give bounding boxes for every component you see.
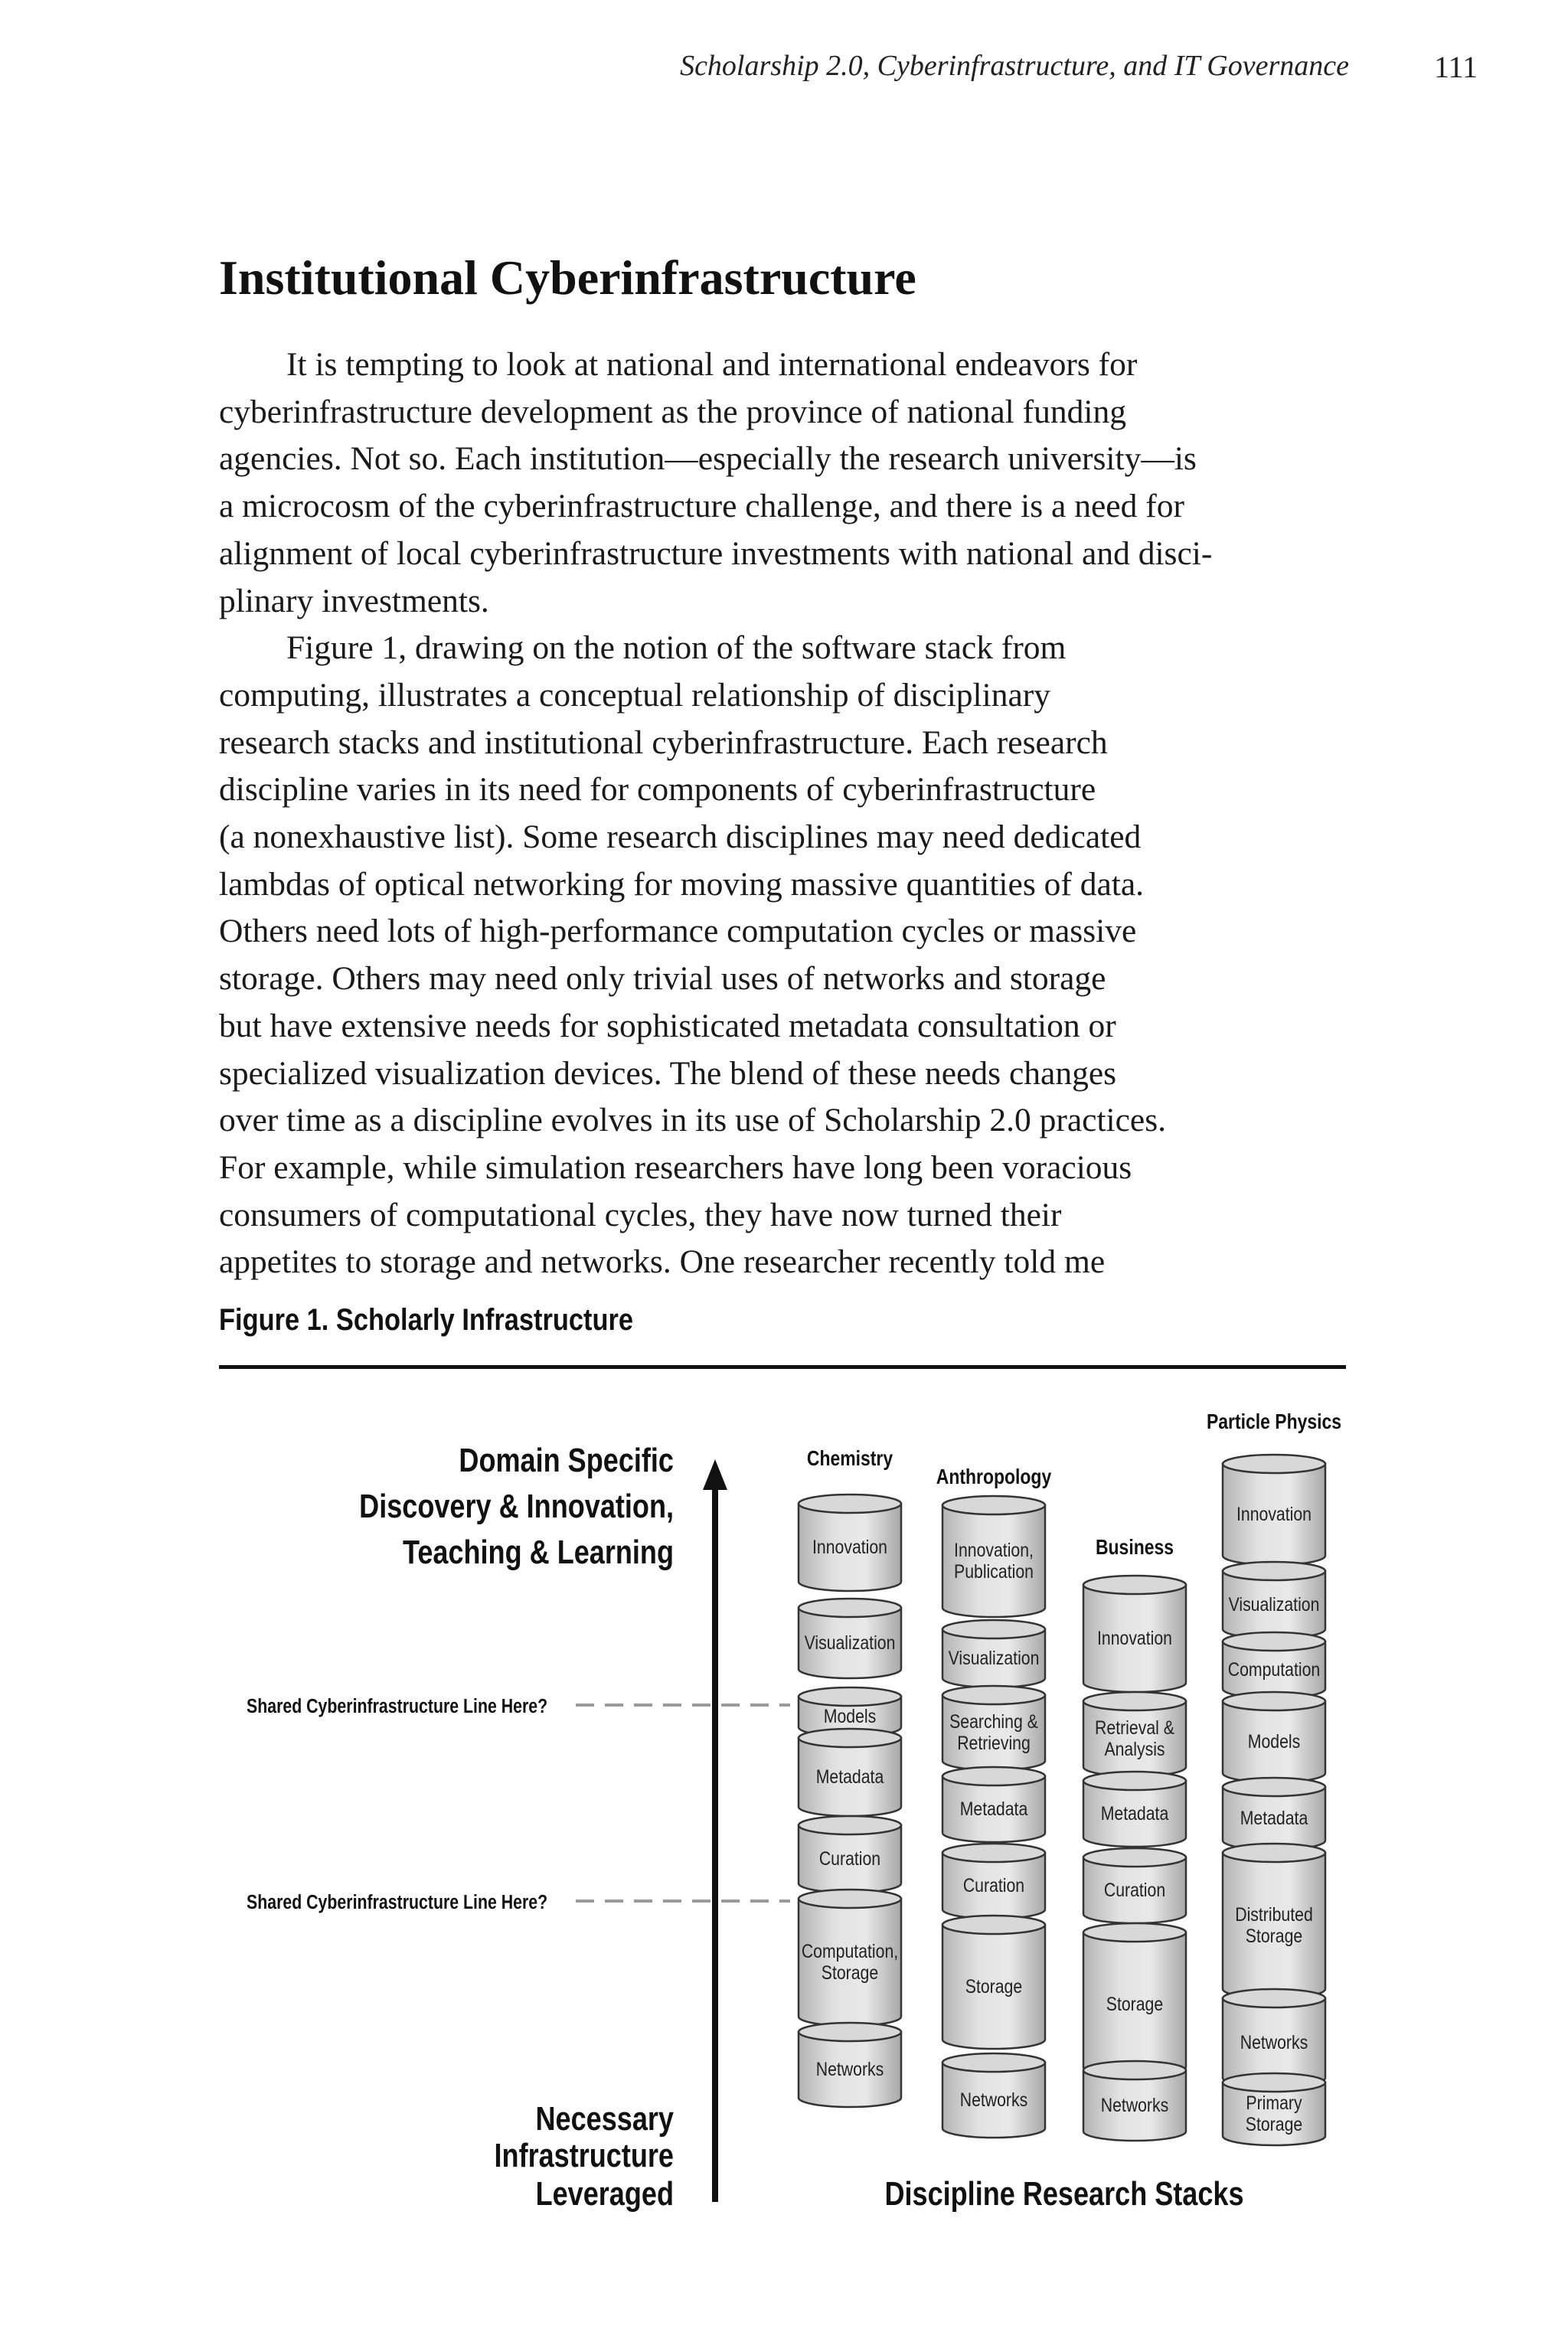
- cylinder-layer: [799, 1890, 901, 2026]
- stack-particle-physics: [1207, 1410, 1341, 2145]
- cylinder-top: [942, 2053, 1045, 2072]
- axis-top-label-line: Domain Specific: [459, 1441, 674, 1479]
- cylinder-top: [799, 1890, 901, 1908]
- shared-line-2: [247, 1891, 790, 1914]
- body-line: For example, while simulation researchers have long been voracious: [219, 1148, 1132, 1186]
- cylinder-top: [1083, 2061, 1186, 2079]
- cylinder-layer: [799, 1599, 901, 1678]
- cylinder-layer: [799, 1729, 901, 1816]
- body-line: (a nonexhaustive list). Some research disciplines may need dedicated: [219, 818, 1142, 856]
- cylinder-layer: [942, 1620, 1045, 1687]
- body-line: but have extensive needs for sophisticated metadata consultation or: [219, 1007, 1116, 1044]
- page-number: 111: [1433, 50, 1478, 84]
- figure-caption: Figure 1. Scholarly Infrastructure: [219, 1303, 633, 1337]
- cylinder-layer: [1223, 1692, 1325, 1782]
- cylinder-label: Computation,: [801, 1940, 899, 1962]
- cylinder-top: [799, 1599, 901, 1617]
- cylinder-layer: [1223, 1844, 1325, 1998]
- running-title: Scholarship 2.0, Cyberinfrastructure, and IT Governance: [680, 50, 1349, 82]
- cylinder-label: Visualization: [1228, 1593, 1320, 1615]
- cylinder-layer: [1083, 1923, 1186, 2076]
- cylinder-layer: [942, 1844, 1045, 1919]
- cylinder-label: Innovation: [812, 1536, 888, 1558]
- cylinder-label: Storage: [1106, 1993, 1164, 2015]
- cylinder-top: [799, 2023, 901, 2041]
- cylinder-label: Metadata: [1240, 1807, 1308, 1829]
- cylinder-top: [1223, 1692, 1325, 1710]
- cylinder-label: Innovation: [1236, 1503, 1312, 1525]
- body-line: storage. Others may need only trivial uses of networks and storage: [219, 960, 1106, 998]
- cylinder-top: [1223, 1562, 1325, 1580]
- body-line: alignment of local cyberinfrastructure investments with national and disci-: [219, 534, 1213, 572]
- cylinder-top: [1083, 1923, 1186, 1942]
- body-line: consumers of computational cycles, they have now turned their: [219, 1196, 1062, 1233]
- cylinder-layer: [942, 1686, 1045, 1770]
- cylinder-top: [1223, 1989, 1325, 2007]
- axis-top-label-line: Discovery & Innovation,: [359, 1487, 674, 1525]
- cylinder-label: Storage: [965, 1975, 1023, 1998]
- stacks-x-label: Discipline Research Stacks: [884, 2174, 1244, 2213]
- cylinder-top: [942, 1916, 1045, 1934]
- cylinder-label: Networks: [815, 2058, 884, 2080]
- stack-heading: Particle Physics: [1206, 1410, 1342, 1434]
- cylinder-top: [1223, 1632, 1325, 1651]
- cylinder-layer: [1083, 1576, 1186, 1692]
- cylinder-top: [942, 1844, 1045, 1862]
- cylinder-label: Storage: [1245, 1925, 1303, 1947]
- cylinder-label: Visualization: [948, 1647, 1040, 1669]
- cylinder-top: [1223, 1778, 1325, 1796]
- cylinder-layer: [1083, 1772, 1186, 1847]
- cylinder-layer: [1083, 1848, 1186, 1923]
- cylinder-top: [942, 1496, 1045, 1514]
- cylinder-layer: [942, 1496, 1045, 1617]
- cylinder-label: Innovation: [1096, 1627, 1173, 1649]
- body-line: appetites to storage and networks. One researcher recently told me: [219, 1243, 1106, 1281]
- body-line: discipline varies in its need for components of cyberinfrastructure: [219, 771, 1096, 808]
- cylinder-top: [942, 1620, 1045, 1638]
- cylinder-top: [1223, 1844, 1325, 1862]
- cylinder-layer: [1083, 1692, 1186, 1776]
- cylinder-label: Searching &: [949, 1710, 1038, 1733]
- axis-bottom-label: [495, 2100, 675, 2213]
- cylinder-layer: [799, 1494, 901, 1591]
- cylinder-layer: [942, 1767, 1045, 1842]
- cylinder-label: Models: [1247, 1730, 1301, 1753]
- cylinder-label: Metadata: [1100, 1802, 1169, 1824]
- shared-line-label: Shared Cyberinfrastructure Line Here?: [247, 1891, 548, 1914]
- cylinder-label: Storage: [821, 1962, 879, 1984]
- cylinder-label: Networks: [959, 2089, 1028, 2111]
- body-line: Figure 1, drawing on the notion of the software stack from: [286, 629, 1067, 667]
- cylinder-top: [942, 1686, 1045, 1704]
- cylinder-label: Models: [823, 1705, 877, 1727]
- cylinder-top: [1083, 1848, 1186, 1867]
- cylinder-top: [799, 1816, 901, 1834]
- cylinder-top: [1223, 1455, 1325, 1473]
- body-line: Others need lots of high-performance computation cycles or massive: [219, 913, 1137, 950]
- cylinder-label: Storage: [1245, 2113, 1303, 2135]
- cylinder-layer: [1223, 1632, 1325, 1698]
- cylinder-layer: [1223, 1562, 1325, 1638]
- stack-anthropology: [936, 1465, 1052, 2138]
- shared-line-label: Shared Cyberinfrastructure Line Here?: [247, 1695, 548, 1718]
- cylinder-top: [1083, 1772, 1186, 1790]
- axis-bottom-label-line: Leveraged: [535, 2174, 675, 2213]
- body-line: plinary investments.: [219, 582, 489, 619]
- cylinder-label: Metadata: [815, 1766, 884, 1788]
- cylinder-label: Publication: [954, 1560, 1034, 1583]
- axis-arrow-head: [703, 1459, 727, 1490]
- cylinder-layer: [1223, 1778, 1325, 1850]
- body-line: specialized visualization devices. The blend of these needs changes: [219, 1054, 1117, 1092]
- cylinder-top: [1223, 2073, 1325, 2092]
- cylinder-label: Retrieving: [957, 1732, 1031, 1754]
- axis-bottom-label-line: Necessary: [535, 2099, 675, 2138]
- cylinder-label: Curation: [1103, 1879, 1166, 1901]
- cylinder-layer: [799, 2023, 901, 2107]
- cylinder-top: [799, 1494, 901, 1513]
- body-line: agencies. Not so. Each institution—especially the research university—is: [219, 440, 1197, 478]
- cylinder-layer: [942, 1916, 1045, 2049]
- cylinder-top: [799, 1729, 901, 1747]
- section-title: Institutional Cyberinfrastructure: [219, 250, 916, 305]
- cylinder-top: [1083, 1692, 1186, 1710]
- body-line: lambdas of optical networking for moving massive quantities of data.: [219, 865, 1145, 903]
- cylinder-label: Computation: [1227, 1658, 1321, 1681]
- cylinder-label: Innovation,: [954, 1539, 1034, 1561]
- discipline-stacks: [799, 1410, 1341, 2145]
- body-line: a microcosm of the cyberinfrastructure challenge, and there is a need for: [219, 488, 1184, 525]
- stack-heading: Business: [1095, 1535, 1174, 1560]
- cylinder-label: Curation: [962, 1874, 1025, 1896]
- cylinder-label: Networks: [1100, 2094, 1169, 2116]
- cylinder-top: [799, 1687, 901, 1706]
- stack-chemistry: [799, 1447, 901, 2107]
- cylinder-layer: [1083, 2061, 1186, 2141]
- cylinder-label: Retrieval &: [1095, 1717, 1174, 1739]
- cylinder-top: [942, 1767, 1045, 1785]
- cylinder-label: Visualization: [804, 1632, 896, 1654]
- cylinder-layer: [1223, 1455, 1325, 1565]
- stack-heading: Anthropology: [936, 1465, 1052, 1489]
- stack-heading: Chemistry: [806, 1446, 893, 1471]
- body-line: cyberinfrastructure development as the province of national funding: [219, 393, 1126, 430]
- axis-top-label: [359, 1442, 674, 1571]
- body-line: research stacks and institutional cyberinfrastructure. Each research: [219, 724, 1108, 761]
- cylinder-label: Distributed: [1235, 1903, 1313, 1926]
- body-line: computing, illustrates a conceptual relationship of disciplinary: [219, 676, 1051, 714]
- cylinder-label: Networks: [1240, 2031, 1308, 2053]
- cylinder-layer: [1223, 2073, 1325, 2145]
- cylinder-label: Primary: [1246, 2092, 1302, 2114]
- cylinder-top: [1083, 1576, 1186, 1594]
- axis-top-label-line: Teaching & Learning: [402, 1533, 674, 1571]
- cylinder-label: Curation: [818, 1847, 881, 1870]
- body-line: It is tempting to look at national and international endeavors for: [286, 346, 1138, 383]
- stack-business: [1083, 1536, 1186, 2141]
- axis-bottom-label-line: Infrastructure: [494, 2136, 674, 2174]
- shared-line-1: [247, 1695, 790, 1718]
- cylinder-label: Metadata: [959, 1798, 1028, 1820]
- body-line: over time as a discipline evolves in its use of Scholarship 2.0 practices.: [219, 1102, 1167, 1139]
- cylinder-layer: [799, 1816, 901, 1893]
- cylinder-label: Analysis: [1104, 1738, 1165, 1760]
- cylinder-layer: [942, 2053, 1045, 2138]
